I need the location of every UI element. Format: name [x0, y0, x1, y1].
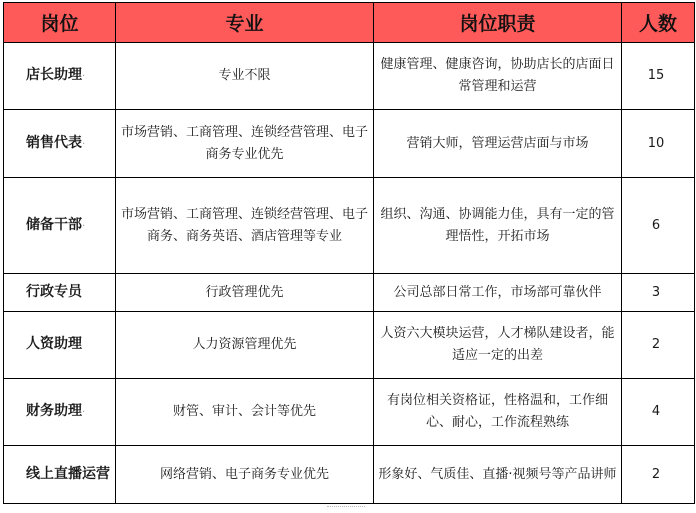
position-label: 线上直播运营 [26, 465, 110, 482]
position-label: 销售代表 [26, 134, 82, 151]
cell-duty: 营销大师，管理运营店面与市场 [374, 110, 622, 178]
cell-count: 6 [622, 178, 695, 274]
cell-count: 15 [622, 43, 695, 110]
cell-position [4, 178, 116, 274]
recruitment-table-container [3, 2, 695, 504]
trailing-dot: · [82, 71, 86, 82]
cell-duty: 健康管理、健康咨询，协助店长的店面日常管理和运营 [374, 43, 622, 110]
bottom-divider [327, 506, 365, 507]
cell-major: 人力资源管理优先 [116, 312, 374, 379]
position-label: 财务助理 [26, 403, 82, 419]
position-label: 储备干部 [26, 216, 82, 233]
table-row [4, 274, 695, 312]
header-position: 岗位 [4, 3, 116, 43]
table-row [4, 446, 695, 504]
trailing-dot: · [82, 220, 86, 232]
cell-duty: 组织、沟通、协调能力佳，具有一定的管理悟性，开拓市场 [374, 178, 622, 274]
position-label: 店长助理 [26, 67, 82, 83]
table-row [4, 379, 695, 446]
cell-position [4, 110, 116, 178]
cell-position [4, 43, 116, 110]
cell-major: 财管、审计、会计等优先 [116, 379, 374, 446]
recruitment-table [3, 2, 695, 504]
cell-position [4, 379, 116, 446]
table-row [4, 178, 695, 274]
cell-duty: 形象好、气质佳、直播·视频号等产品讲师 [374, 446, 622, 504]
cell-count: 3 [622, 274, 695, 312]
cell-major: 专业不限 [116, 43, 374, 110]
table-row [4, 312, 695, 379]
trailing-dot: · [82, 407, 86, 418]
cell-major: 市场营销、工商管理、连锁经营管理、电子商务、商务英语、酒店管理等专业 [116, 178, 374, 274]
cell-duty: 公司总部日常工作，市场部可靠伙伴 [374, 274, 622, 312]
cell-major: 市场营销、工商管理、连锁经营管理、电子商务专业优先 [116, 110, 374, 178]
cell-position [4, 312, 116, 379]
trailing-dot: · [82, 138, 86, 150]
position-label: 行政专员 [26, 283, 82, 300]
cell-count: 2 [622, 312, 695, 379]
header-major: 专业 [116, 3, 374, 43]
table-header-row [4, 3, 695, 43]
cell-count: 10 [622, 110, 695, 178]
cell-duty: 人资六大模块运营，人才梯队建设者，能适应一定的出差 [374, 312, 622, 379]
cell-position [4, 446, 116, 504]
cell-major: 行政管理优先 [116, 274, 374, 312]
cell-duty: 有岗位相关资格证，性格温和，工作细心、耐心，工作流程熟练 [374, 379, 622, 446]
header-duty: 岗位职责 [374, 3, 622, 43]
table-row [4, 43, 695, 110]
position-label: 人资助理 [26, 336, 82, 352]
table-row [4, 110, 695, 178]
cell-count: 4 [622, 379, 695, 446]
cell-count: 2 [622, 446, 695, 504]
header-count: 人数 [622, 3, 695, 43]
cell-position [4, 274, 116, 312]
cell-major: 网络营销、电子商务专业优先 [116, 446, 374, 504]
